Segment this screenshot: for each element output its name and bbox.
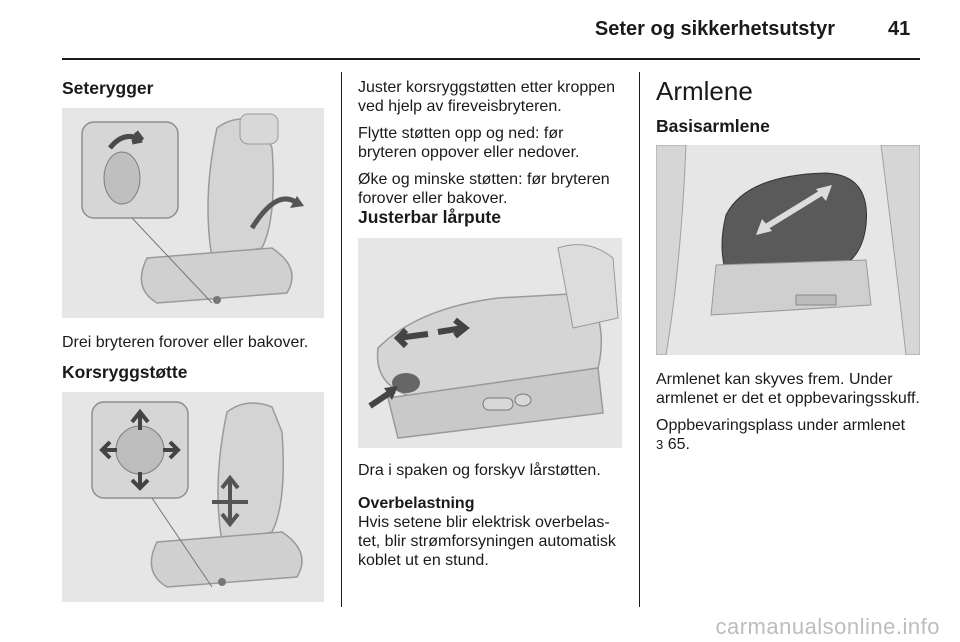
heading-armrest: Armlene	[656, 76, 753, 106]
caption-thigh-support: Dra i spaken og forskyv lårstøtten.	[358, 462, 601, 479]
paragraph-armrest-slides: Armlenet kan skyves frem. Under armlenet er det et oppbevaringsskuff.	[656, 371, 920, 407]
armrest-svg	[656, 145, 920, 355]
paragraph-storage-text: Oppbevaringsplass under armlenet	[656, 417, 906, 434]
paragraph-increase-decrease: Øke og minske støtten: før bryteren forover eller bakover.	[358, 171, 610, 207]
page-reference-link[interactable]: 65.	[667, 436, 690, 453]
heading-basic-armrest: Basisarmlene	[656, 116, 770, 136]
heading-lumbar: Korsryggstøtte	[62, 362, 188, 382]
seatback-svg	[62, 108, 324, 318]
overload-note	[358, 494, 626, 570]
caption-seatback: Drei bryteren forover eller bakover.	[62, 334, 309, 351]
lumbar-svg	[62, 392, 324, 602]
column-divider-1	[341, 72, 342, 607]
heading-seatback: Seterygger	[62, 78, 154, 98]
seatback-illustration	[62, 108, 324, 318]
paragraph-lumbar-adjust: Juster korsryggstøtten etter kroppen ved hjelp av fireveisbryteren.	[358, 79, 615, 115]
thigh-support-illustration	[358, 238, 622, 448]
page-number: 41	[888, 18, 911, 40]
overload-note-text: Hvis setene blir elektrisk overbelas-tet, blir strømforsyningen automatisk koblet ut en stund.	[358, 514, 616, 569]
armrest-illustration	[656, 145, 920, 355]
overload-note-title: Overbelastning	[358, 495, 475, 512]
heading-thigh-support: Justerbar lårpute	[358, 207, 501, 227]
page-header-title: Seter og sikkerhetsutstyr	[594, 18, 835, 40]
paragraph-storage-under-armrest	[656, 416, 924, 454]
column2-text	[358, 78, 626, 216]
page-reference-icon: 3	[656, 437, 664, 452]
header-rule	[62, 58, 920, 60]
lumbar-illustration	[62, 392, 324, 602]
watermark-text: carmanualsonline.info	[715, 614, 940, 639]
thigh-support-svg	[358, 238, 622, 448]
column-divider-2	[639, 72, 640, 607]
paragraph-move-up-down: Flytte støtten opp og ned: før bryteren oppover eller nedover.	[358, 125, 580, 161]
column3-text	[656, 370, 924, 462]
